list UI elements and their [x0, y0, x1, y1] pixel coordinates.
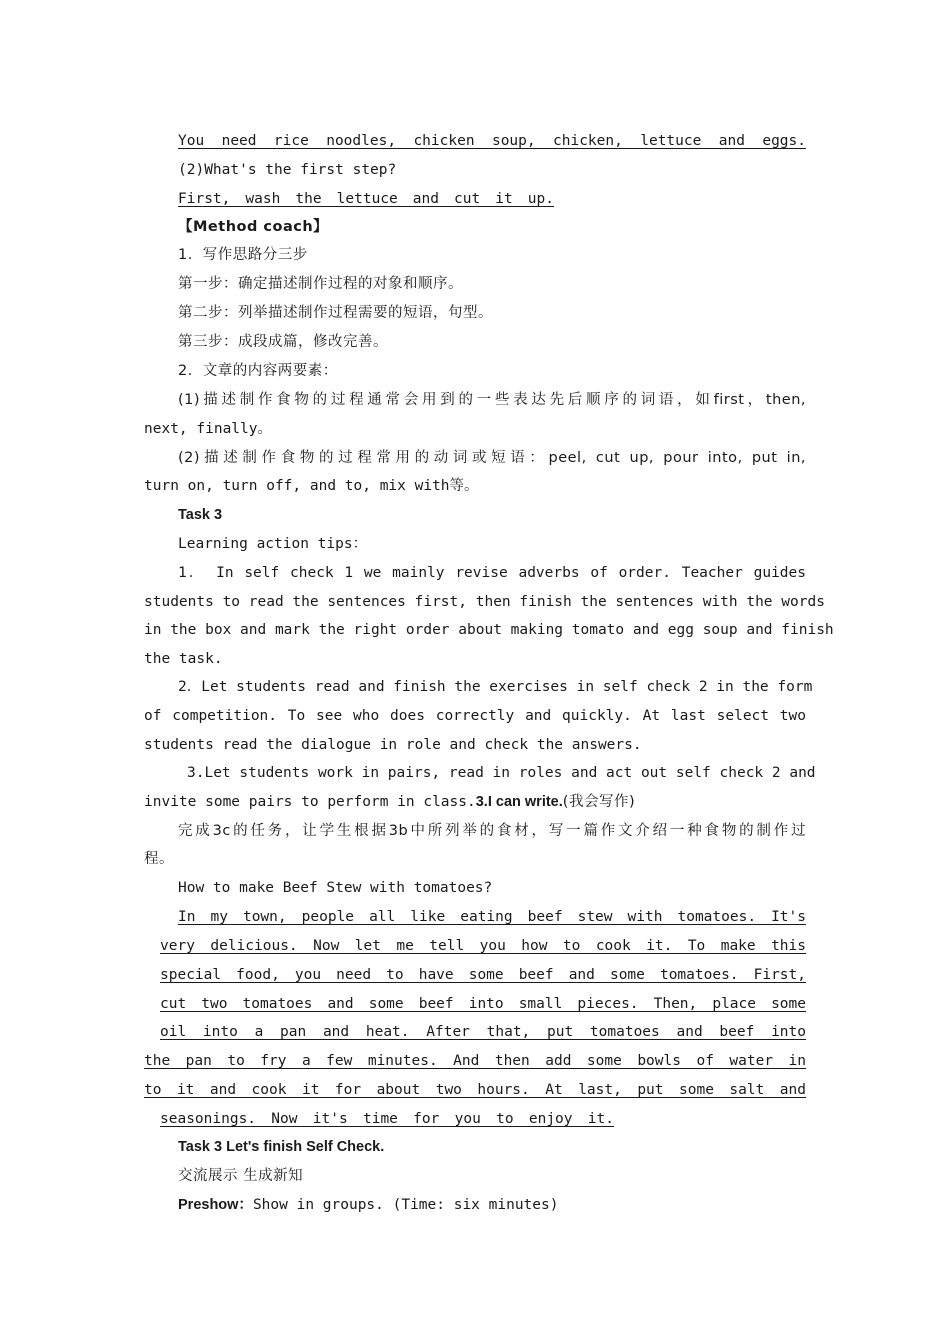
task-3-heading: Task 3 — [178, 507, 223, 523]
write-instruction-line-1: 完成3c的任务，让学生根据3b中所列举的食材，写一篇作文介绍一种食物的制作过 — [178, 823, 806, 839]
tip-2-line-1: 2．Let students read and finish the exercises in self check 2 in the form — [178, 679, 813, 695]
question-2: (2)What's the first step? — [178, 162, 397, 178]
essay-question: How to make Beef Stew with tomatoes? — [178, 880, 493, 896]
method-item-1-line-1: (1)描述制作食物的过程通常会用到的一些表达先后顺序的词语，如first，then, — [178, 392, 806, 408]
essay-line-3: special food, you need to have some beef and some tomatoes. First, — [160, 967, 806, 983]
i-can-write-label: 3.I can write. — [475, 794, 563, 810]
method-point-2: 2．文章的内容两要素： — [178, 363, 338, 379]
method-item-2-line-2: turn on, turn off, and to, mix with等。 — [144, 478, 479, 494]
tip-1-line-2: students to read the sentences first, then finish the sentences with the words — [144, 594, 825, 610]
tip-3-line-2 — [144, 790, 806, 814]
tip-1-line-1: 1． In self check 1 we mainly revise adverbs of order. Teacher guides — [178, 565, 806, 581]
write-instruction-line-2: 程。 — [144, 851, 174, 867]
method-item-1-line-2: next, finally。 — [144, 421, 272, 437]
essay-line-4: cut two tomatoes and some beef into small pieces. Then, place some — [160, 996, 806, 1012]
tip-3-line-1: 3.Let students work in pairs, read in roles and act out self check 2 and — [187, 765, 816, 781]
essay-line-8: seasonings. Now it's time for you to enjoy it. — [160, 1111, 614, 1127]
essay-line-1: In my town, people all like eating beef stew with tomatoes. It's — [178, 909, 806, 925]
essay-line-2: very delicious. Now let me tell you how to cook it. To make this — [160, 938, 806, 954]
method-item-2-line-1: (2)描述制作食物的过程常用的动词或短语：peel, cut up, pour into, put in, — [178, 450, 806, 466]
tip-1-line-4: the task. — [144, 651, 223, 667]
tip-1-line-3: in the box and mark the right order about making tomato and egg soup and finish — [144, 622, 834, 638]
essay-line-7: to it and cook it for about two hours. At last, put some salt and — [144, 1082, 806, 1098]
tip-3-text: invite some pairs to perform in class. — [144, 794, 476, 810]
method-coach-heading: 【Method coach】 — [178, 219, 329, 235]
preshow-line — [178, 1193, 806, 1217]
method-step-1: 第一步：确定描述制作过程的对象和顺序。 — [178, 276, 463, 292]
method-step-2: 第二步：列举描述制作过程需要的短语，句型。 — [178, 305, 493, 321]
preshow-text: Show in groups. (Time: six minutes) — [252, 1197, 559, 1213]
preshow-label: Preshow： — [178, 1197, 253, 1213]
task-3-self-check-heading: Task 3 Let's finish Self Check. — [178, 1139, 385, 1155]
tip-2-line-2: of competition. To see who does correctly and quickly. At last select two — [144, 708, 806, 724]
exchange-label: 交流展示 生成新知 — [178, 1168, 304, 1184]
i-can-write-chinese: (我会写作) — [562, 794, 636, 810]
method-step-3: 第三步：成段成篇，修改完善。 — [178, 334, 388, 350]
essay-line-6: the pan to fry a few minutes. And then add some bowls of water in — [144, 1053, 806, 1069]
answer-1: You need rice noodles, chicken soup, chicken, lettuce and eggs. — [178, 133, 806, 149]
tip-2-line-3: students read the dialogue in role and check the answers. — [144, 737, 642, 753]
essay-line-5: oil into a pan and heat. After that, put tomatoes and beef into — [160, 1024, 806, 1040]
method-point-1: 1．写作思路分三步 — [178, 247, 308, 263]
tips-label: Learning action tips： — [178, 536, 368, 552]
answer-2: First, wash the lettuce and cut it up. — [178, 191, 554, 207]
